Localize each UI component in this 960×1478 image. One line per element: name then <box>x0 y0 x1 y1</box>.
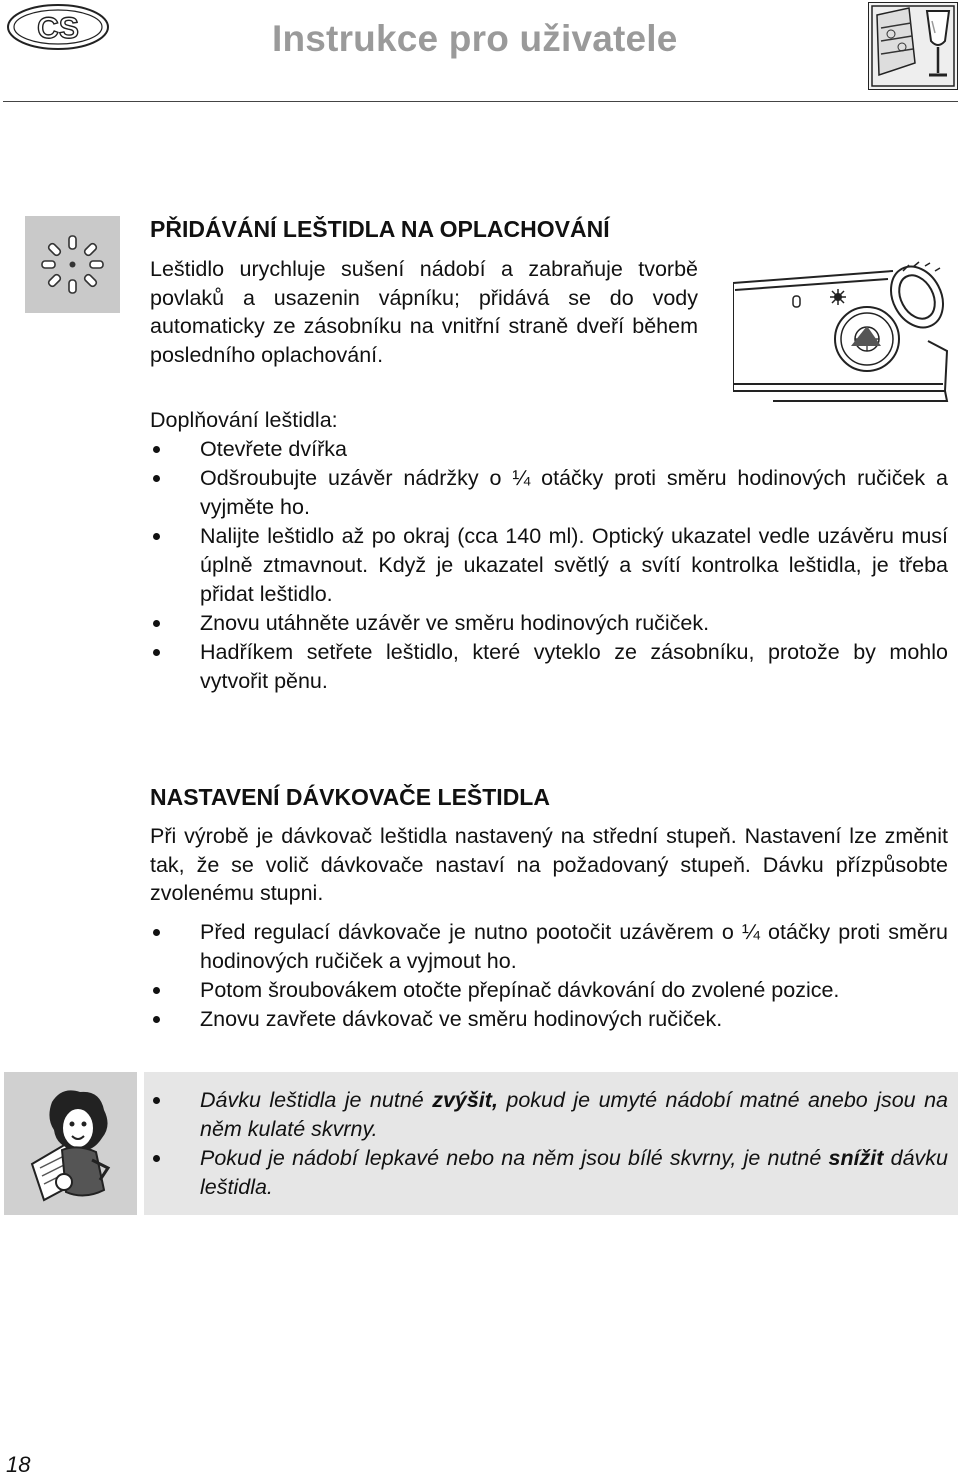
tip-text-before: Dávku leštidla je nutné <box>200 1088 433 1112</box>
language-badge <box>6 3 110 51</box>
page-number: 18 <box>6 1452 31 1477</box>
header-divider <box>3 101 958 102</box>
list-item <box>150 976 948 1005</box>
tip-item <box>150 1086 948 1144</box>
bullet-icon <box>153 987 160 994</box>
bullet-icon <box>153 446 160 453</box>
refill-steps-list <box>150 435 948 696</box>
list-item <box>150 435 948 464</box>
list-item <box>150 464 948 522</box>
bullet-icon <box>153 929 160 936</box>
list-item-text: Znovu zavřete dávkovač ve směru hodinových ručiček. <box>200 1007 723 1031</box>
tip-text-after: dávku leštidla. <box>200 1146 948 1199</box>
bullet-icon <box>153 620 160 627</box>
rinse-aid-dispenser-illustration <box>733 251 955 405</box>
dosage-steps-list <box>150 918 948 1034</box>
rinse-aid-icon-box <box>25 216 120 313</box>
bullet-icon <box>153 475 160 482</box>
list-item <box>150 918 948 976</box>
language-code: CS <box>37 12 79 45</box>
bullet-icon <box>153 533 160 540</box>
bullet-icon <box>153 1097 160 1104</box>
tip-emphasis: snížit <box>828 1146 884 1170</box>
tip-item <box>150 1144 948 1202</box>
refill-label: Doplňování leštidla: <box>150 408 338 432</box>
dishwasher-glass-icon <box>868 2 958 90</box>
list-item <box>150 1005 948 1034</box>
list-item-text: Hadříkem setřete leštidlo, které vyteklo ze zásobníku, protože by mohlo vytvořit pěnu. <box>200 640 948 693</box>
rinse-aid-intro: Leštidlo urychluje sušení nádobí a zabraňuje tvorbě povlaků a usazenin vápníku; přidává se do vody automaticky ze zásobníku na vnitřní straně dveří během posledního oplachování. <box>150 257 698 367</box>
rinse-aid-sun-icon <box>25 216 120 313</box>
tip-list <box>150 1086 948 1202</box>
mascot-woman-icon <box>4 1072 137 1215</box>
list-item-text: Otevřete dvířka <box>200 437 347 461</box>
list-item <box>150 609 948 638</box>
tip-text-after: pokud je umyté nádobí matné anebo jsou na něm kulaté skvrny. <box>200 1088 948 1141</box>
dosage-intro: Při výrobě je dávkovač leštidla nastavený na střední stupeň. Nastavení lze změnit tak, že se volič dávkovače nastaví na požadovaný stupeň. Dávku přízpůsobte zvolenému stupni. <box>150 824 948 906</box>
tip-mascot-box <box>4 1072 137 1215</box>
document-title: Instrukce pro uživatele <box>272 18 678 59</box>
bullet-icon <box>153 1155 160 1162</box>
list-item-text: Před regulací dávkovače je nutno pootočit uzávěrem o ¼ otáčky proti směru hodinových ručiček a vyjmout ho. <box>200 920 948 973</box>
list-item-text: Znovu utáhněte uzávěr ve směru hodinových ručiček. <box>200 611 710 635</box>
section-heading-dosage: NASTAVENÍ DÁVKOVAČE LEŠTIDLA <box>150 784 550 810</box>
tip-text-before: Pokud je nádobí lepkavé nebo na něm jsou bílé skvrny, je nutné <box>200 1146 829 1170</box>
list-item <box>150 638 948 696</box>
bullet-icon <box>153 1016 160 1023</box>
list-item-text: Potom šroubovákem otočte přepínač dávkování do zvolené pozice. <box>200 978 840 1002</box>
tip-box <box>144 1072 958 1215</box>
tip-emphasis: zvýšit, <box>432 1088 498 1112</box>
list-item-text: Nalijte leštidlo až po okraj (cca 140 ml). Optický ukazatel vedle uzávěru musí úplně ztmavnout. Když je ukazatel světlý a svítí kontrolka leštidla, je třeba přidat leštidlo. <box>200 524 948 606</box>
list-item <box>150 522 948 609</box>
list-item-text: Odšroubujte uzávěr nádržky o ¼ otáčky proti směru hodinových ručiček a vyjměte ho. <box>200 466 948 519</box>
section-heading-rinse-aid: PŘIDÁVÁNÍ LEŠTIDLA NA OPLACHOVÁNÍ <box>150 216 610 242</box>
bullet-icon <box>153 649 160 656</box>
